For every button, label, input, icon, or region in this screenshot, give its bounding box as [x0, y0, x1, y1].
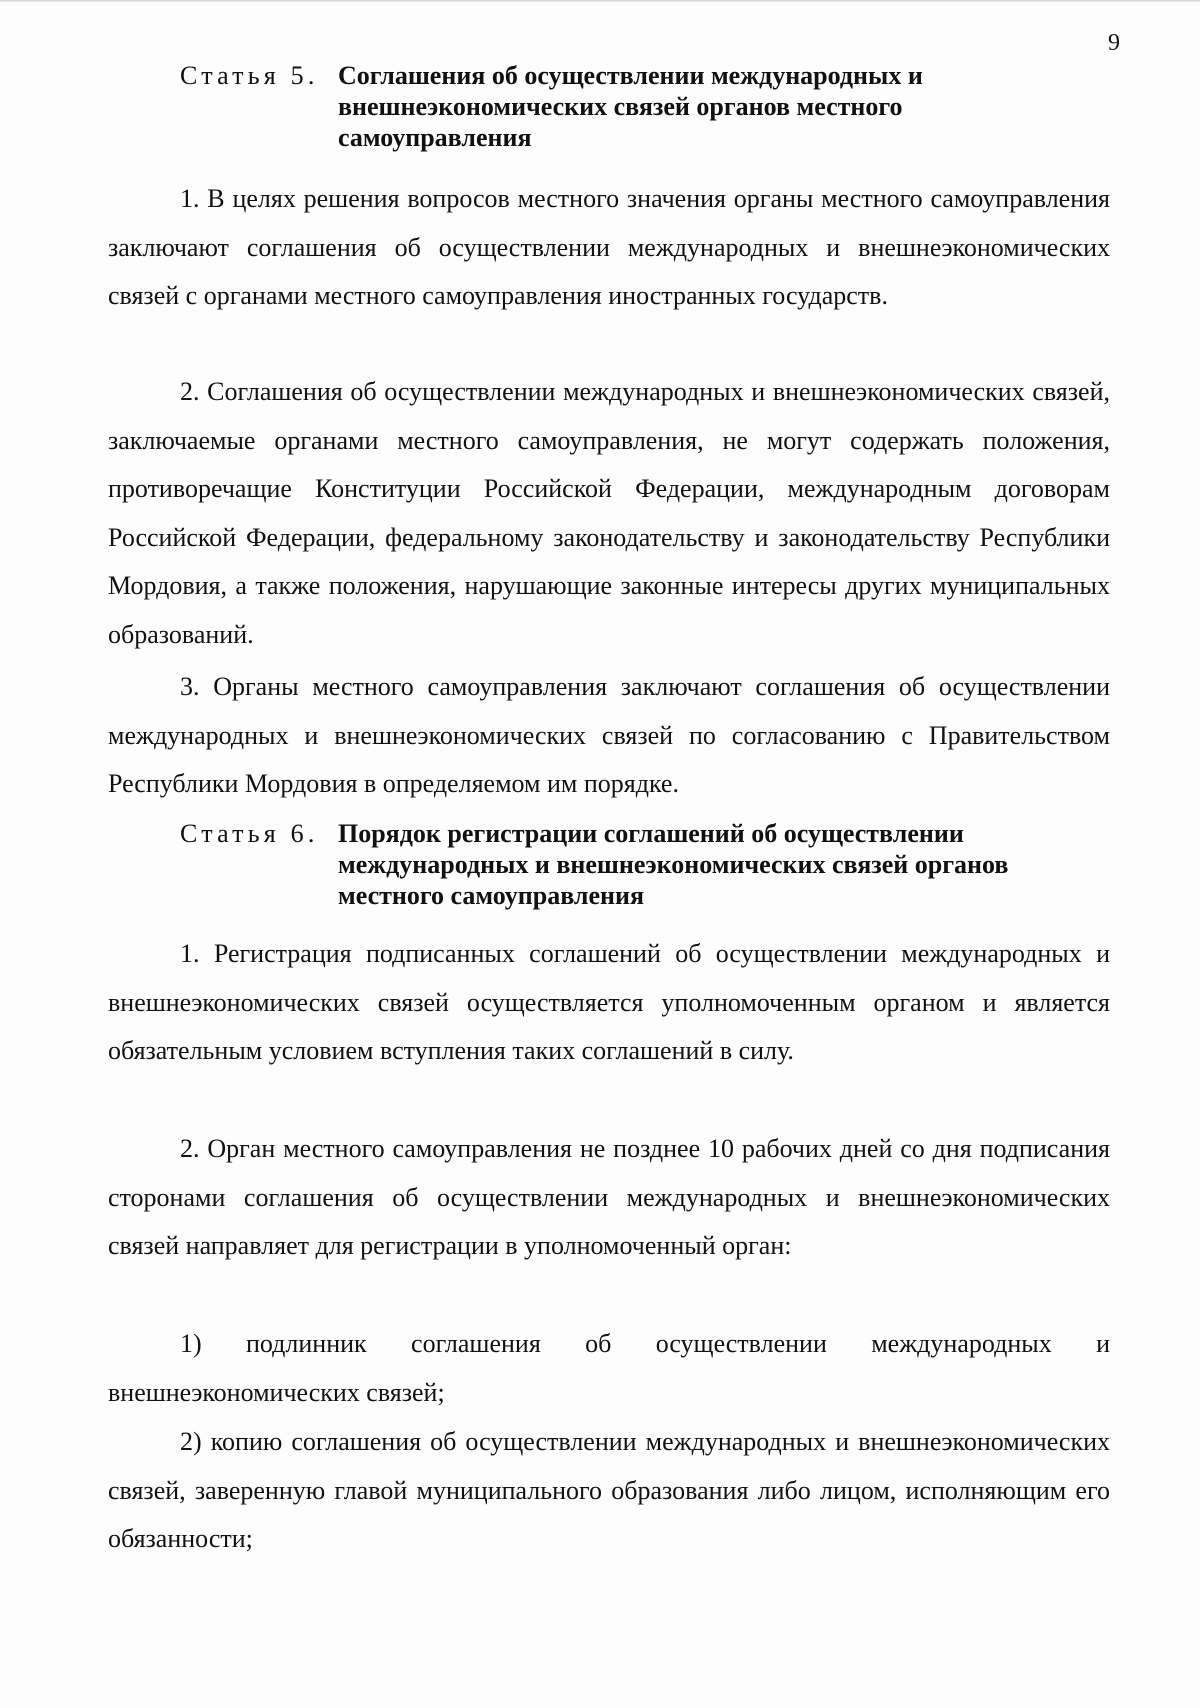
- article-6-paragraph-1: 1. Регистрация подписанных соглашений об осуществлении международных и внешнеэкономических связей осуществляется уполномоченным органом и является обязательным условием вступления таких соглашений в силу.: [108, 939, 1110, 1066]
- article-5-label: Статья 5.: [180, 61, 319, 90]
- article-5-title: Соглашения об осуществлении международных и внешнеэкономических связей органов местного самоуправления: [338, 61, 923, 152]
- article-6-title: Порядок регистрации соглашений об осуществлении международных и внешнеэкономических связей органов местного самоуправления: [338, 819, 1009, 910]
- article-6-label: Статья 6.: [180, 819, 319, 848]
- article-6-paragraph-2: 2. Орган местного самоуправления не позднее 10 рабочих дней со дня подписания сторонами соглашения об осуществлении международных и внешнеэкономических связей направляет для регистрации в уполномоченный орган:: [108, 1134, 1110, 1261]
- article-5-paragraph-2: 2. Соглашения об осуществлении международных и внешнеэкономических связей, заключаемые органами местного самоуправления, не могут содержать положения, противоречащие Конституции Российской Федерации, международным договорам Российской Федерации, федеральному законодательству и законодательству Республики Мордовия, а также положения, нарушающие законные интересы других муниципальных образований.: [108, 377, 1110, 649]
- article-5-paragraph-1: 1. В целях решения вопросов местного значения органы местного самоуправления заключают соглашения об осуществлении международных и внешнеэкономических связей с органами местного самоуправления иностранных государств.: [108, 184, 1110, 311]
- article-6-heading: [180, 818, 1080, 914]
- page-number: 9: [1108, 30, 1120, 56]
- page-top-edge: [0, 0, 1200, 3]
- article-5-heading: [180, 60, 1080, 156]
- article-6-list-item-2: 2) копию соглашения об осуществлении международных и внешнеэкономических связей, заверенную главой муниципального образования либо лицом, исполняющим его обязанности;: [108, 1427, 1110, 1554]
- article-5-paragraph-3: 3. Органы местного самоуправления заключают соглашения об осуществлении международных и внешнеэкономических связей по согласованию с Правительством Республики Мордовия в определяемом им порядке.: [108, 672, 1110, 799]
- article-6-list-item-1: 1) подлинник соглашения об осуществлении международных и внешнеэкономических связей;: [108, 1329, 1110, 1407]
